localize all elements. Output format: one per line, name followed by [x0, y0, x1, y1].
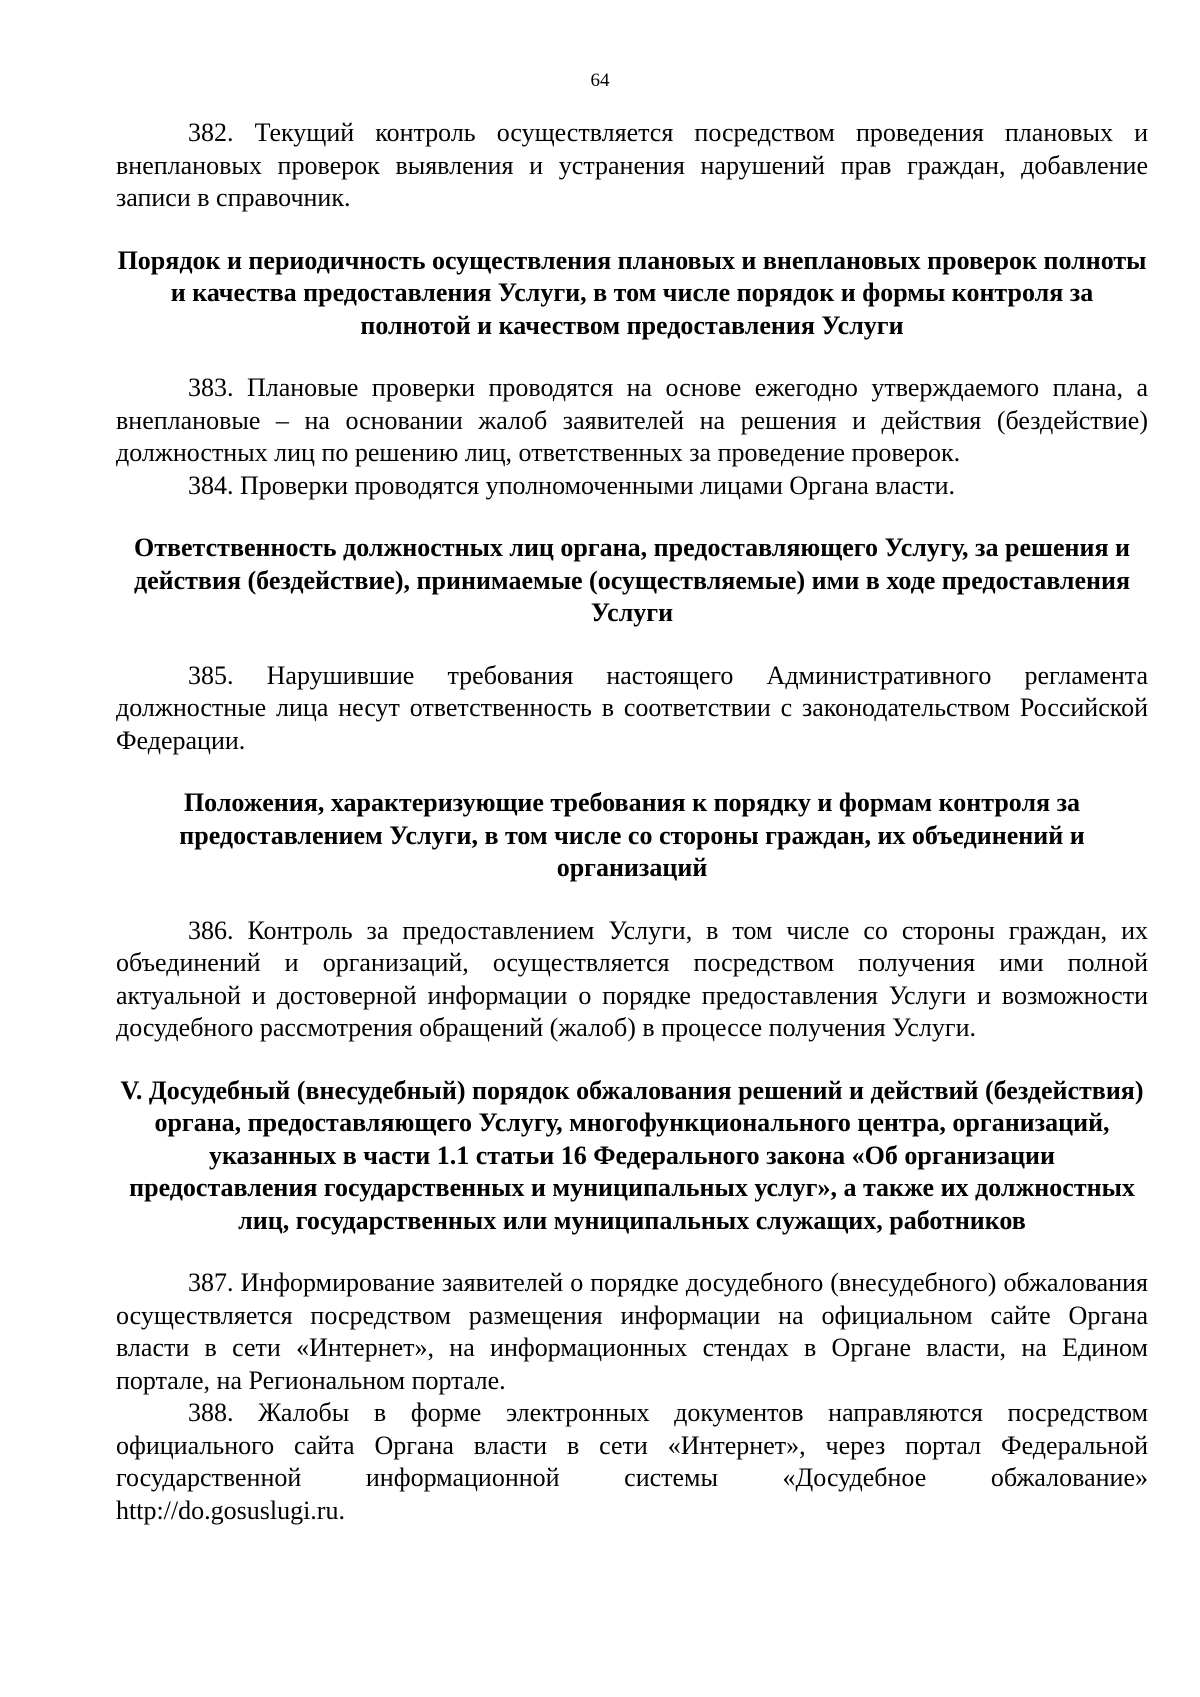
paragraph-388: 388. Жалобы в форме электронных документов направляются посредством официального сайта Органа власти в сети «Интернет», через портал Федеральной государственной информационной системы «Досудебное обжалование» http://do.gosuslugi.ru. [116, 1398, 1148, 1525]
paragraph-385: 385. Нарушившие требования настоящего Административного регламента должностные лица несут ответственность в соответствии с законодательством Российской Федерации. [116, 660, 1148, 755]
paragraph-384: 384. Проверки проводятся уполномоченными лицами Органа власти. [188, 470, 956, 500]
heading-inspections-procedure: Порядок и периодичность осуществления плановых и внеплановых проверок полноты и качества предоставления Услуги, в том числе порядок и формы контроля за полнотой и качеством предоставления Услуги [117, 245, 1147, 340]
document-body [116, 117, 1148, 1527]
paragraph-382: 382. Текущий контроль осуществляется посредством проведения плановых и внеплановых проверок выявления и устранения нарушений прав граждан, добавление записи в справочник. [116, 118, 1148, 212]
paragraph-387: 387. Информирование заявителей о порядке досудебного (внесудебного) обжалования осуществляется посредством размещения информации на официальном сайте Органа власти в сети «Интернет», на информационных стендах в Органе власти, на Едином портале, на Региональном портале. [116, 1268, 1148, 1395]
paragraph-383: 383. Плановые проверки проводятся на основе ежегодно утверждаемого плана, а внеплановые – на основании жалоб заявителей на решения и действия (бездействие) должностных лиц по решению лиц, ответственных за проведение проверок. [116, 373, 1148, 467]
page-number: 64 [590, 70, 610, 91]
heading-section-v-appeal: V. Досудебный (внесудебный) порядок обжалования решений и действий (бездействия) органа, предоставляющего Услугу, многофункционального центра, организаций, указанных в части 1.1 статьи 16 Федерального закона «Об организации предоставления государственных и муниципальных услуг», а также их должностных лиц, государственных или муниципальных служащих, работников [120, 1075, 1144, 1235]
paragraph-386: 386. Контроль за предоставлением Услуги, в том числе со стороны граждан, их объединений и организаций, осуществляется посредством получения ими полной актуальной и достоверной информации о порядке предоставления Услуги и возможности досудебного рассмотрения обращений (жалоб) в процессе получения Услуги. [116, 915, 1148, 1042]
heading-officials-responsibility: Ответственность должностных лиц органа, предоставляющего Услугу, за решения и действия (бездействие), принимаемые (осуществляемые) ими в ходе предоставления Услуги [133, 533, 1131, 627]
heading-control-requirements: Положения, характеризующие требования к порядку и формам контроля за предоставлением Услуги, в том числе со стороны граждан, их объединений и организаций [179, 788, 1085, 882]
